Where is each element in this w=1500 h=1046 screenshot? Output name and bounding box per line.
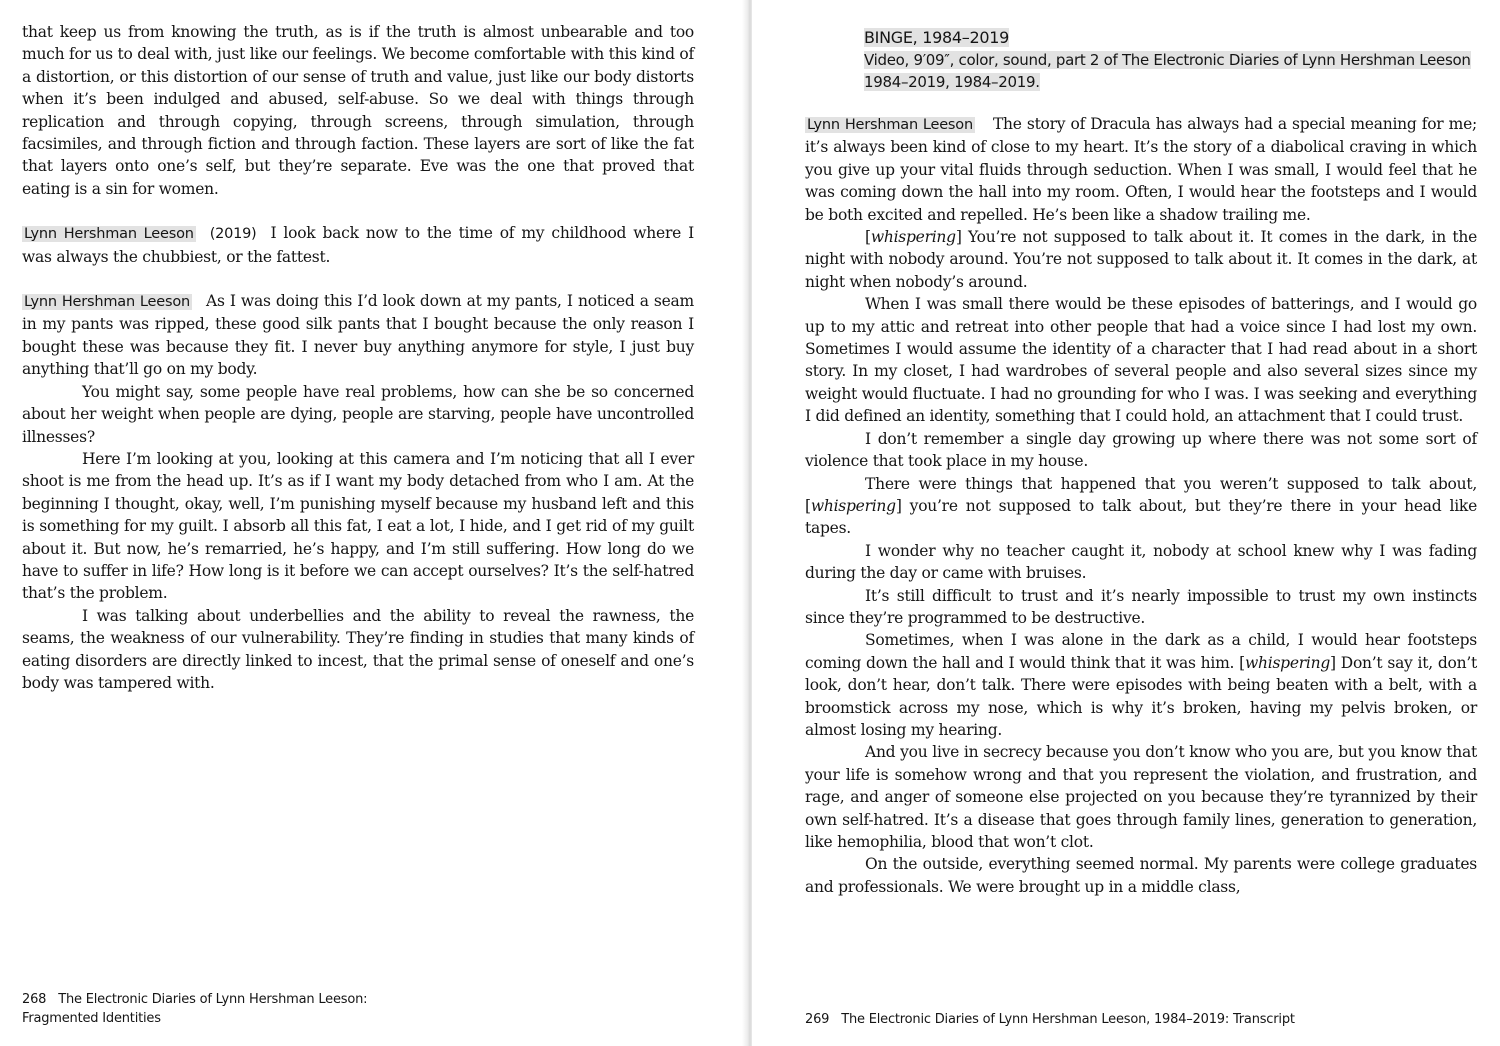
speaker-label: Lynn Hershman Leeson <box>24 226 194 243</box>
stage-direction: whispering <box>870 228 956 247</box>
page-number: 268 <box>22 992 47 1007</box>
speaker-label: Lynn Hershman Leeson <box>24 294 190 311</box>
speaker-label: Lynn Hershman Leeson <box>807 117 973 133</box>
paragraph: [whispering] You’re not supposed to talk about it. It comes in the dark, in the night with nobody around. You’re not supposed to talk about it. It comes in the dark, at night when nobody’s around. <box>805 228 1477 291</box>
caption-details: Video, 9′09″, color, sound, part 2 of The Electronic Diaries of Lynn Hershman Leeson 1984–2019, 1984–2019. <box>864 51 1471 91</box>
paragraph: I was talking about underbellies and the ability to reveal the rawness, the seams, the weakness of our vulnerability. They’re finding in studies that many kinds of eating disorders are directly linked to incest, that the primal sense of oneself and one’s body was tampered with. <box>22 606 694 692</box>
running-title: The Electronic Diaries of Lynn Hershman Leeson, 1984–2019: Transcript <box>841 1012 1295 1027</box>
left-page <box>0 0 748 1046</box>
left-page-body <box>22 21 694 694</box>
right-page-body <box>805 113 1477 898</box>
page-number: 269 <box>805 1012 830 1027</box>
paragraph: On the outside, everything seemed normal. My parents were college graduates and professionals. We were brought up in a middle class, <box>805 855 1477 896</box>
speaker-year: (2019) <box>209 226 257 243</box>
paragraph: Lynn Hershman Leeson (2019) I look back now to the time of my childhood where I was always the chubbiest, or the fattest. <box>22 224 694 266</box>
caption-title: BINGE, 1984–2019 <box>864 28 1009 47</box>
paragraph: Lynn Hershman Leeson The story of Dracula has always had a special meaning for me; it’s always been kind of close to my heart. It’s the story of a diabolical craving in which you give up your vital fluids through seduction. When I was small, I would feel that he was coming down the hall into my room. Often, I would hear the footsteps and I would be both excited and repelled. He’s been like a shadow trailing me. <box>805 115 1477 224</box>
paragraph: Lynn Hershman Leeson As I was doing this I’d look down at my pants, I noticed a seam in my pants was ripped, these good silk pants that I bought because the only reason I bought these was because they fit. I never buy anything anymore for style, I just buy anything that’ll go on my body. <box>22 292 694 379</box>
paragraph: When I was small there would be these episodes of batterings, and I would go up to my attic and retreat into other people that had a voice since I had lost my own. Sometimes I would assume the identity of a character that I had read about in a short story. In my closet, I had wardrobes of several people and also several sizes since my weight would fluctuate. I had no grounding for who I was. I was seeking and everything I did defined an identity, something that I could hold, an attachment that I could trust. <box>805 295 1477 426</box>
running-title: The Electronic Diaries of Lynn Hershman Leeson: <box>58 992 368 1007</box>
paragraph: I don’t remember a single day growing up where there was not some sort of violence that took place in my house. <box>805 429 1477 471</box>
stage-direction: whispering <box>1244 653 1331 672</box>
paragraph: Here I’m looking at you, looking at this camera and I’m noticing that all I ever shoot is me from the head up. It’s as if I want my body detached from who I am. At the beginning I thought, okay, well, I’m punishing myself because my husband left and this is something for my guilt. I absorb all this fat, I eat a lot, I hide, and I get rid of my guilt about it. But now, he’s remarried, he’s happy, and I’m still suffering. How long do we have to suffer in life? How long is it before we can accept ourselves? It’s the self-hatred that’s the problem. <box>22 449 694 603</box>
figure-caption <box>864 27 1476 93</box>
paragraph: It’s still difficult to trust and it’s nearly impossible to trust my own instincts since they’re programmed to be destructive. <box>805 586 1477 627</box>
paragraph: And you live in secrecy because you don’t know who you are, but you know that your life is somehow wrong and that you represent the violation, and frustration, and rage, and anger of someone else projected on you because they’re tyrannized by their own self-hatred. It’s a disease that goes through family lines, generation to generation, like hemophilia, blood that won’t clot. <box>805 743 1477 851</box>
paragraph: There were things that happened that you weren’t supposed to talk about, [whispering] you’re not supposed to talk about, but they’re there in your head like tapes. <box>805 474 1477 538</box>
paragraph: that keep us from knowing the truth, as is if the truth is almost unbearable and too much for us to deal with, just like our feelings. We become comfortable with this kind of a distortion, or this distortion of our sense of truth and value, just like our body distorts when it’s been indulged and abused, self-abuse. So we deal with things through replication and through copying, through screens, through simulation, through facsimiles, and through fiction and through faction. These layers are sort of like the fat that layers onto one’s self, but they’re separate. Eve was the one that proved that eating is a sin for women. <box>22 23 694 198</box>
paragraph: Sometimes, when I was alone in the dark as a child, I would hear footsteps coming down the hall and I would think that it was him. [whispering] Don’t say it, don’t look, don’t hear, don’t talk. There were episodes with being beaten with a belt, with a broomstick across my nose, which is why it’s broken, having my pelvis broken, or almost losing my hearing. <box>805 631 1477 739</box>
paragraph: I wonder why no teacher caught it, nobody at school knew why I was fading during the day or came with bruises. <box>805 541 1477 583</box>
stage-direction: whispering <box>810 496 896 515</box>
page-footer <box>22 990 542 1028</box>
right-page <box>752 0 1500 1046</box>
paragraph: You might say, some people have real problems, how can she be so concerned about her weight when people are dying, people are starving, people have uncontrolled illnesses? <box>22 382 694 446</box>
page-footer <box>805 1010 1465 1029</box>
running-subtitle: Fragmented Identities <box>22 1011 161 1026</box>
